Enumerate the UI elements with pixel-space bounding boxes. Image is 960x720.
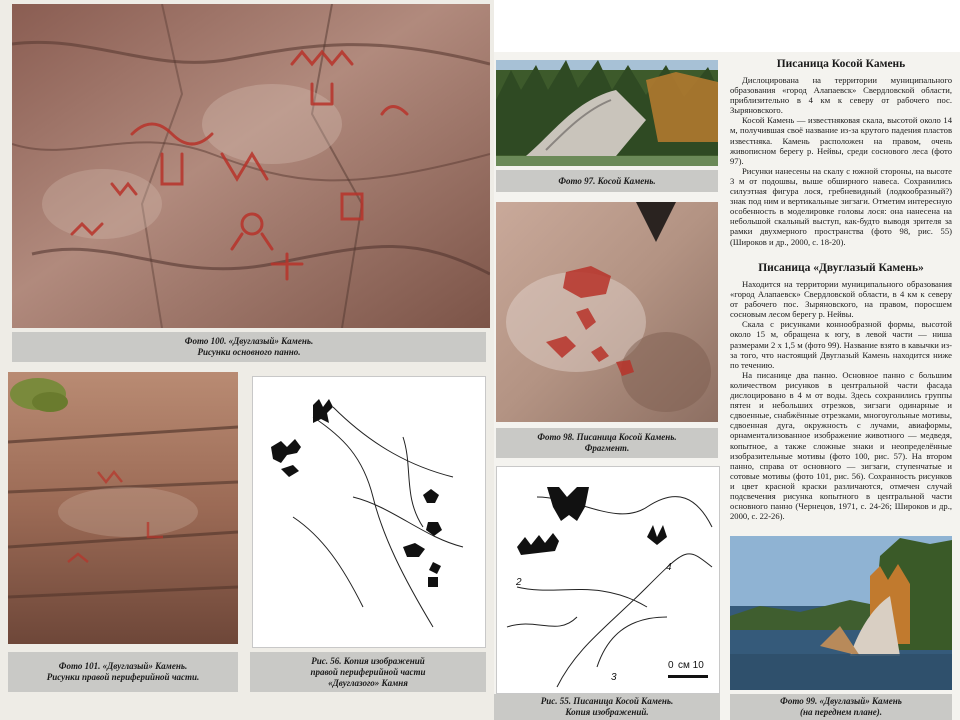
article-dvuglazy-kamen	[730, 262, 952, 530]
article-1-paragraph-3: Рисунки нанесены на скалу с южной стороны, на высоте 3 м от подошвы, выше обширного навеса. Сохранились силуэтная фигура лося, гребневидный (лодкообразный?) знак под ним и вертикальные зигзаги. Отметим интересную особенность в моделировке головы лося: она нанесена на небольшой скальный выступ, как-будто выводя зрителя за рамки двухмерного пространства (фото 98, рис. 55) (Широков и др., 2000, с. 18-20).	[730, 165, 952, 247]
photo-98-caption-line1: Фото 98. Писаница Косой Камень.	[537, 432, 677, 442]
article-2-paragraph-1: Находится на территории муниципального образования «город Алапаевск» Свердловской области, в 4 км к северу от рабочего пос. Зыряновского, на правом, поросшем сосновым лесом берегу р. Нейвы.	[730, 279, 952, 320]
photo-101-right-periphery	[8, 372, 238, 644]
article-1-paragraph-1: Дислоцирована на территории муниципального образования «город Алапаевск» Свердловской области, приблизительно в 4 км к северу от рабочего пос. Зыряновского.	[730, 75, 952, 116]
photo-99-dvuglazy-landscape	[730, 536, 952, 690]
photo-101-caption-line2: Рисунки правой периферийной части.	[46, 672, 200, 682]
photo-98-caption-line2: Фрагмент.	[584, 443, 630, 453]
figure-55-caption	[494, 694, 720, 720]
figure-56-caption-line3: «Двуглазого» Камня	[328, 677, 408, 688]
figure-55-label-3: 3	[611, 672, 617, 683]
photo-101-caption-line1: Фото 101. «Двуглазый» Камень.	[58, 661, 188, 671]
figure-56-caption	[250, 652, 486, 692]
photo-98-caption	[496, 428, 718, 458]
figure-56-sketch	[252, 376, 486, 648]
figure-55-label-4: 4	[666, 562, 672, 573]
figure-56-caption-line1: Рис. 56. Копия изображений	[311, 655, 425, 666]
figure-55-scale-zero: 0	[668, 660, 674, 671]
photo-98-fragment	[496, 202, 718, 422]
article-1-paragraph-2: Косой Камень — известняковая скала, высотой около 14 м, получившая своё название из-за крутого падения пластов известняка. Камень расположен на правом, очень живописном берегу р. Нейвы, среди соснового леса (фото 97).	[730, 115, 952, 166]
article-2-paragraph-2: Скала с рисунками коннообразной формы, высотой около 15 м, обращена к югу, в левой части — ниша размерами 2 х 1,5 м (фото 99). Название взято в кавычки из-за того, что настоящий Двуглазый Камень находится ниже по течению.	[730, 319, 952, 370]
photo-97-caption	[496, 170, 718, 192]
article-2-title: Писаница «Двуглазый Камень»	[758, 262, 924, 274]
figure-55-caption-line2: Копия изображений.	[565, 707, 649, 717]
photo-97-kosoy-kamen	[496, 60, 718, 166]
article-1-title: Писаница Косой Камень	[776, 58, 906, 70]
figure-55-scale-bar	[668, 675, 708, 678]
photo-101-caption	[8, 652, 238, 692]
photo-99-caption-line2: (на переднем плане).	[799, 707, 883, 717]
photo-99-caption	[730, 694, 952, 720]
photo-100-caption	[12, 332, 486, 362]
figure-55-caption-line1: Рис. 55. Писаница Косой Камень.	[540, 696, 674, 706]
figure-56-caption-line2: правой периферийной части	[310, 666, 426, 677]
photo-100-caption-line2: Рисунки основного панно.	[197, 347, 301, 357]
article-kosoy-kamen	[730, 58, 952, 254]
photo-100-caption-line1: Фото 100. «Двуглазый» Камень.	[184, 336, 314, 346]
article-2-paragraph-3: На писанице два панно. Основное панно с большим количеством рисунков в центральной части фасада дислоцировано в 4 м от воды. Здесь сохранились группы пятен и небольших отрезков, зигзаги одинарные и сдвоенные, снабжённые отрезками, многоугольные мотивы, сдвоенная дуга, окружность с лучами, авиаформы, орнаментализованное изображение животного — медведя, копытное, а также сложные знаки и неопределённые изобразительные мотивы (фото 100, рис. 57). На втором панно, справа от основного — зигзаги, ступенчатые и сотовые мотивы (фото 101, рис. 56). Сохранность рисунков и цвет красной краски различаются, отмечен случай подсвечения рисунка копытного в центральной части основного панно (Чернецов, 1971, с. 24-26; Широков и др., 2000, с. 22-26).	[730, 369, 952, 522]
photo-97-caption-text: Фото 97. Косой Камень.	[558, 175, 656, 186]
photo-99-caption-line1: Фото 99. «Двуглазый» Камень	[780, 696, 902, 706]
figure-55-label-2: 2	[516, 577, 522, 588]
photo-100-main-panel	[12, 4, 490, 328]
figure-55-scale-text: см 10	[678, 660, 704, 671]
